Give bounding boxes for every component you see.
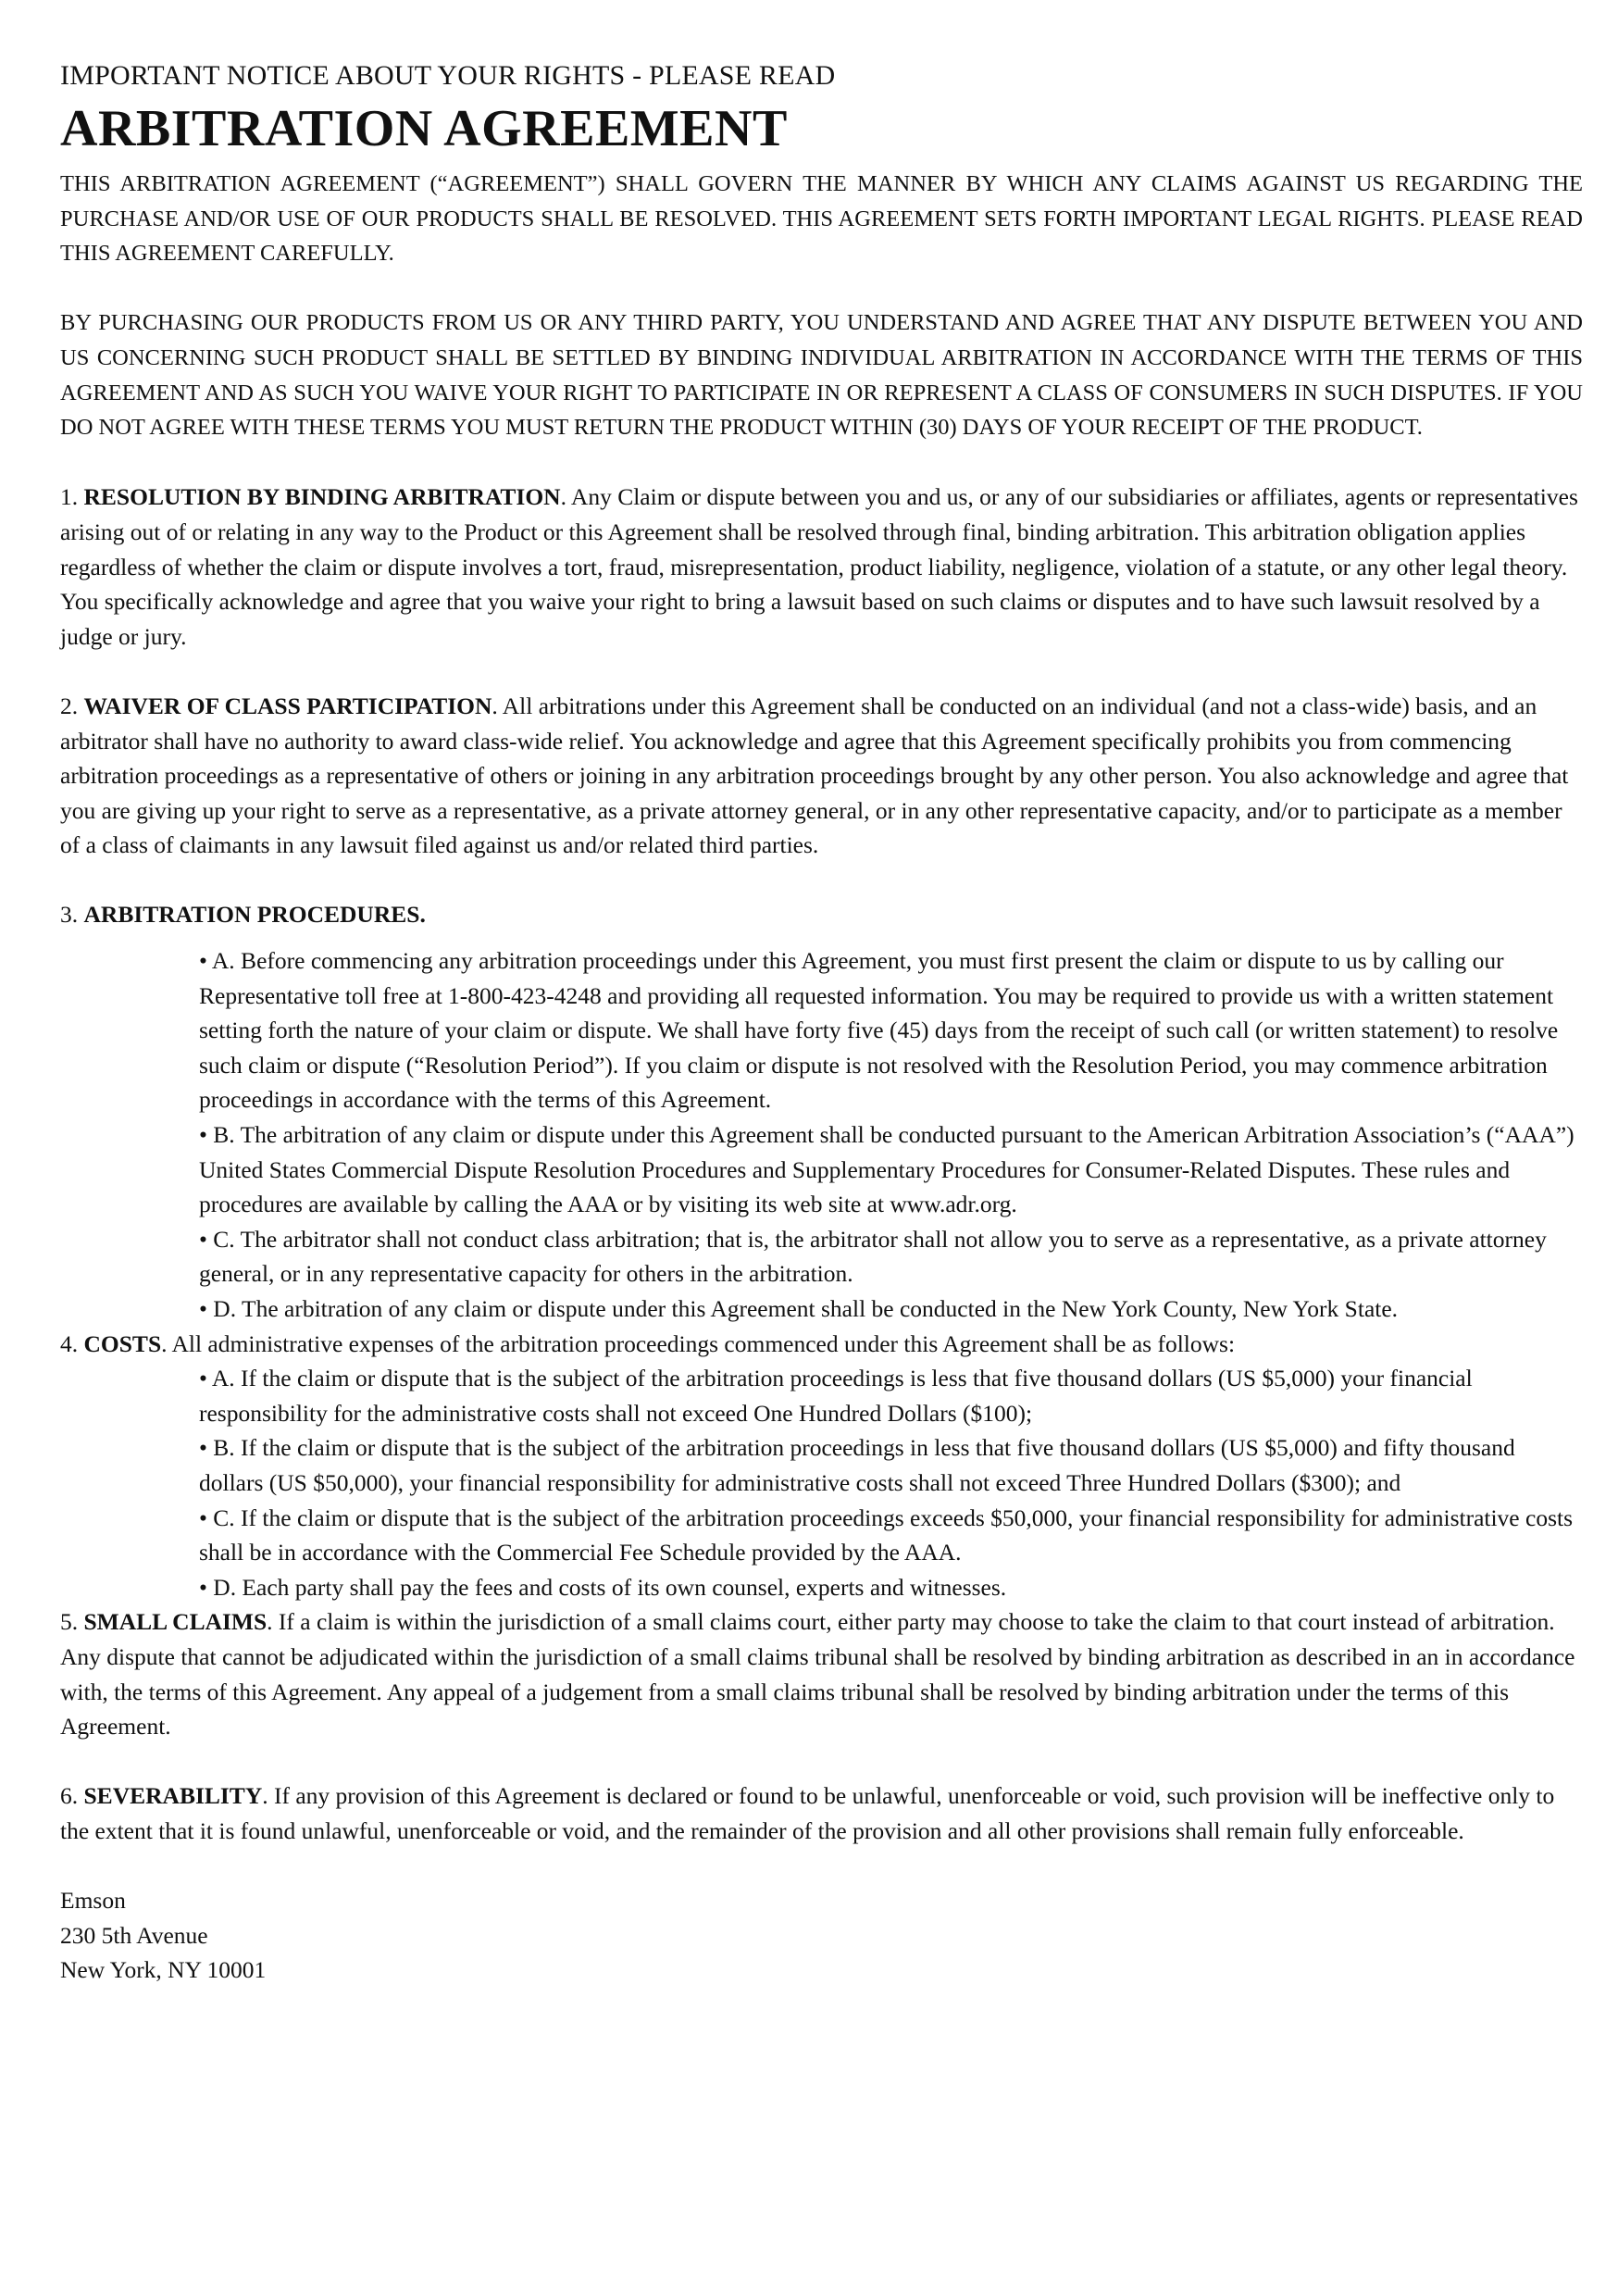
costs-list <box>60 1361 1583 1604</box>
section-heading: SMALL CLAIMS <box>83 1608 268 1636</box>
section-number: 1. <box>60 483 84 511</box>
section-heading: COSTS <box>83 1329 162 1357</box>
company-address <box>60 1883 1583 1988</box>
list-item: • A. If the claim or dispute that is the subject of the arbitration proceedings is less that five thousand dollars (US $5,000) your financial responsibility for the administrative costs shall not exceed One Hundred Dollars ($100); <box>199 1365 1473 1427</box>
section-text: . All administrative expenses of the arbitration proceedings commenced under this Agreement shall be as follows: <box>161 1329 1236 1357</box>
section-procedures <box>60 897 1583 932</box>
spacer <box>60 654 1583 689</box>
intro-paragraph-2: BY PURCHASING OUR PRODUCTS FROM US OR ANY THIRD PARTY, YOU UNDERSTAND AND AGREE THAT ANY DISPUTE BETWEEN YOU AND US CONCERNING SUCH PRODUCT SHALL BE SETTLED BY BINDING INDIVIDUAL ARBITRATION IN ACCORDANCE WITH THE TERMS OF THIS AGREEMENT AND AS SUCH YOU WAIVE YOUR RIGHT TO PARTICIPATE IN OR REPRESENT A CLASS OF CONSUMERS IN SUCH DISPUTES. IF YOU DO NOT AGREE WITH THESE TERMS YOU MUST RETURN THE PRODUCT WITHIN (30) DAYS OF YOUR RECEIPT OF THE PRODUCT. <box>60 310 1583 441</box>
document-title: ARBITRATION AGREEMENT <box>60 100 788 157</box>
spacer <box>60 1744 1583 1779</box>
intro-paragraph-1: THIS ARBITRATION AGREEMENT (“AGREEMENT”) SHALL GOVERN THE MANNER BY WHICH ANY CLAIMS AGAINST US REGARDING THE PURCHASE AND/OR USE OF OUR PRODUCTS SHALL BE RESOLVED. THIS AGREEMENT SETS FORTH IMPORTANT LEGAL RIGHTS. PLEASE READ THIS AGREEMENT CAREFULLY. <box>60 171 1583 267</box>
spacer <box>60 445 1583 480</box>
notice-line: IMPORTANT NOTICE ABOUT YOUR RIGHTS - PLEASE READ <box>60 60 836 91</box>
spacer <box>60 863 1583 898</box>
section-heading: ARBITRATION PROCEDURES. <box>83 901 426 929</box>
section-heading: RESOLUTION BY BINDING ARBITRATION <box>83 483 561 511</box>
section-resolution <box>60 480 1583 654</box>
list-item: • A. Before commencing any arbitration proceedings under this Agreement, you must first present the claim or dispute to us by calling our Representative toll free at 1-800-423-4248 and providing all requested information. You may be required to provide us with a written statement setting forth the nature of your claim or dispute. We shall have forty five (45) days from the receipt of such call (or written statement) to resolve such claim or dispute (“Resolution Period”). If you claim or dispute is not resolved with the Resolution Period, you may commence arbitration proceedings in accordance with the terms of this Agreement. <box>199 947 1559 1114</box>
section-text: . Any Claim or dispute between you and us, or any of our subsidiaries or affiliates, agents or representatives arising out of or relating in any way to the Product or this Agreement shall be resolved through final, binding arbitration. This arbitration obligation applies regardless of whether the claim or dispute involves a tort, fraud, misrepresentation, product liability, negligence, violation of a statute, or any other legal theory. You specifically acknowledge and agree that you waive your right to bring a lawsuit based on such claims or disputes and to have such lawsuit resolved by a judge or jury. <box>60 483 1578 650</box>
list-item: • D. Each party shall pay the fees and costs of its own counsel, experts and witnesses. <box>199 1573 1007 1601</box>
procedures-list <box>60 943 1583 1327</box>
street-address: 230 5th Avenue <box>60 1921 208 1949</box>
section-number: 3. <box>60 901 84 929</box>
section-text: . If a claim is within the jurisdiction of a small claims court, either party may choose to take the claim to that court instead of arbitration. Any dispute that cannot be adjudicated within the jurisdiction of a small claims tribunal shall be resolved by binding arbitration as described in an in accordance with, the terms of this Agreement. Any appeal of a judgement from a small claims tribunal shall be resolved by binding arbitration under the terms of this Agreement. <box>60 1608 1575 1741</box>
city-state-zip: New York, NY 10001 <box>60 1956 267 1984</box>
list-item: • D. The arbitration of any claim or dispute under this Agreement shall be conducted in the New York County, New York State. <box>199 1295 1399 1322</box>
spacer <box>60 932 1583 943</box>
section-number: 2. <box>60 692 84 719</box>
document-page <box>60 57 1583 1988</box>
list-item: • B. The arbitration of any claim or dispute under this Agreement shall be conducted pursuant to the American Arbitration Association’s (“AAA”) United States Commercial Dispute Resolution Procedures and Supplementary Procedures for Consumer-Related Disputes. These rules and procedures are available by calling the AAA or by visiting its web site at www.adr.org. <box>199 1121 1574 1218</box>
section-text: . All arbitrations under this Agreement shall be conducted on an individual (and not a class-wide) basis, and an arbitrator shall have no authority to award class-wide relief. You acknowledge and agree that this Agreement specifically prohibits you from commencing arbitration proceedings as a representative of others or joining in any arbitration proceedings brought by any other person. You also acknowledge and agree that you are giving up your right to serve as a representative, as a private attorney general, or in any other representative capacity, and/or to participate as a member of a class of claimants in any lawsuit filed against us and/or related third parties. <box>60 692 1569 859</box>
section-severability <box>60 1778 1583 1848</box>
section-heading: SEVERABILITY <box>83 1782 263 1810</box>
section-number: 4. <box>60 1329 84 1357</box>
section-waiver <box>60 689 1583 863</box>
section-small-claims <box>60 1604 1583 1743</box>
section-heading: WAIVER OF CLASS PARTICIPATION <box>83 692 492 719</box>
spacer <box>60 1849 1583 1884</box>
section-text: . If any provision of this Agreement is declared or found to be unlawful, unenforceable or void, such provision will be ineffective only to the extent that it is found unlawful, unenforceable or void, and the remainder of the provision and all other provisions shall remain fully enforceable. <box>60 1782 1555 1844</box>
company-name: Emson <box>60 1887 126 1915</box>
section-costs <box>60 1327 1583 1362</box>
list-item: • C. If the claim or dispute that is the subject of the arbitration proceedings exceeds $50,000, your financial responsibility for administrative costs shall be in accordance with the Commercial Fee Schedule provided by the AAA. <box>199 1504 1574 1566</box>
section-number: 6. <box>60 1782 84 1810</box>
list-item: • C. The arbitrator shall not conduct class arbitration; that is, the arbitrator shall not allow you to serve as a representative, as a private attorney general, or in any representative capacity for others in the arbitration. <box>199 1225 1547 1288</box>
list-item: • B. If the claim or dispute that is the subject of the arbitration proceedings in less that five thousand dollars (US $5,000) and fifty thousand dollars (US $50,000), your financial responsibility for administrative costs shall not exceed Three Hundred Dollars ($300); and <box>199 1434 1515 1496</box>
section-number: 5. <box>60 1608 84 1636</box>
spacer <box>60 271 1583 306</box>
